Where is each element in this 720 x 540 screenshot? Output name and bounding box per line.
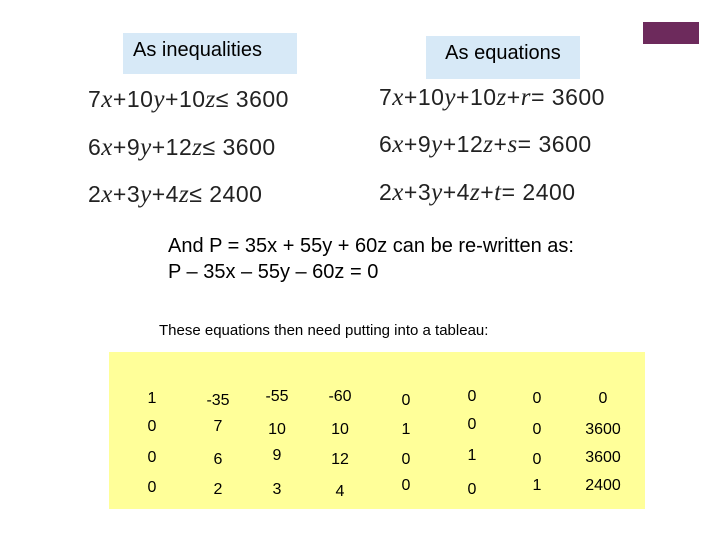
tableau-cell-r3-c2: 6 bbox=[213, 451, 223, 468]
variable: x bbox=[392, 84, 404, 111]
term: +10 bbox=[403, 84, 445, 110]
tableau-cell-r2-c5: 1 bbox=[401, 421, 411, 438]
tableau-cell-r1-c8: 0 bbox=[598, 390, 608, 407]
variable: y bbox=[444, 84, 457, 111]
variable: z bbox=[469, 179, 481, 206]
term: +10 bbox=[112, 86, 154, 112]
term: +4 bbox=[442, 179, 470, 205]
tableau-cell-r2-c8: 3600 bbox=[585, 421, 621, 438]
variable: y bbox=[431, 131, 443, 158]
tableau-cell-r3-c3: 9 bbox=[272, 447, 282, 464]
tableau-cell-r4-c8: 2400 bbox=[585, 477, 621, 494]
term: 7 bbox=[379, 84, 393, 110]
term: +3 bbox=[112, 181, 141, 207]
equation-line-3 bbox=[379, 179, 576, 207]
term: +3 bbox=[403, 179, 432, 205]
tableau-cell-r1-c6: 0 bbox=[467, 388, 477, 405]
tableau-cell-r4-c3: 3 bbox=[272, 481, 282, 498]
tableau-cell-r3-c7: 0 bbox=[532, 451, 542, 468]
variable: z bbox=[178, 181, 190, 208]
tableau-cell-r3-c5: 0 bbox=[401, 451, 411, 468]
term: 2 bbox=[88, 181, 102, 207]
variable: r bbox=[520, 84, 531, 111]
inequalities-label: As inequalities bbox=[123, 33, 297, 74]
inequality-line-2 bbox=[88, 134, 276, 162]
tableau-cell-r4-c5: 0 bbox=[401, 477, 411, 494]
tableau-cell-r1-c5: 0 bbox=[401, 392, 411, 409]
tableau-cell-r2-c2: 7 bbox=[213, 418, 223, 435]
tableau-cell-r2-c6: 0 bbox=[467, 416, 477, 433]
tableau-cell-r4-c4: 4 bbox=[335, 483, 345, 500]
term: +10 bbox=[165, 86, 206, 112]
variable: x bbox=[101, 181, 113, 208]
variable: s bbox=[507, 131, 518, 158]
term: +9 bbox=[403, 131, 432, 157]
equation-line-2 bbox=[379, 131, 592, 159]
variable: t bbox=[494, 179, 502, 206]
term: 6 bbox=[88, 134, 102, 160]
term: +10 bbox=[456, 84, 497, 110]
term: 7 bbox=[88, 86, 102, 112]
tableau-cell-r2-c7: 0 bbox=[532, 421, 542, 438]
tableau-cell-r1-c1: 1 bbox=[147, 390, 157, 407]
term: = 3600 bbox=[530, 84, 605, 110]
term: +12 bbox=[442, 131, 484, 157]
term: 2 bbox=[379, 179, 393, 205]
equation-line-1 bbox=[379, 84, 605, 112]
variable: z bbox=[496, 84, 507, 111]
variable: z bbox=[205, 86, 216, 113]
tableau-cell-r2-c1: 0 bbox=[147, 418, 157, 435]
term: ≤ 2400 bbox=[189, 181, 263, 207]
equations-label: As equations bbox=[426, 36, 580, 79]
variable: x bbox=[101, 86, 113, 113]
tableau-cell-r2-c3: 10 bbox=[268, 421, 286, 438]
variable: x bbox=[392, 131, 404, 158]
term: + bbox=[493, 131, 508, 157]
term: = 2400 bbox=[501, 179, 576, 205]
inequality-line-3 bbox=[88, 181, 262, 209]
tableau-cell-r1-c2: -35 bbox=[206, 392, 230, 409]
tableau-note: These equations then need putting into a tableau: bbox=[159, 322, 489, 339]
variable: x bbox=[392, 179, 404, 206]
term: + bbox=[506, 84, 521, 110]
corner-accent bbox=[643, 22, 699, 44]
tableau-cell-r3-c8: 3600 bbox=[585, 449, 621, 466]
tableau-cell-r4-c7: 1 bbox=[532, 477, 542, 494]
tableau-cell-r1-c3: -55 bbox=[265, 388, 289, 405]
term: = 3600 bbox=[517, 131, 592, 157]
tableau-cell-r1-c7: 0 bbox=[532, 390, 542, 407]
term: + bbox=[480, 179, 495, 205]
tableau-cell-r2-c4: 10 bbox=[331, 421, 349, 438]
variable: y bbox=[140, 134, 152, 161]
inequality-line-1 bbox=[88, 86, 289, 114]
rewrite-line-1: And P = 35x + 55y + 60z can be re-written as: bbox=[168, 235, 574, 257]
term: +4 bbox=[151, 181, 179, 207]
tableau-cell-r3-c1: 0 bbox=[147, 449, 157, 466]
tableau-cell-r4-c1: 0 bbox=[147, 479, 157, 496]
tableau-cell-r3-c6: 1 bbox=[467, 447, 477, 464]
variable: y bbox=[140, 181, 152, 208]
tableau-cell-r1-c4: -60 bbox=[328, 388, 352, 405]
rewrite-line-2: P – 35x – 55y – 60z = 0 bbox=[168, 261, 379, 283]
term: 6 bbox=[379, 131, 393, 157]
tableau-cell-r3-c4: 12 bbox=[331, 451, 349, 468]
term: ≤ 3600 bbox=[215, 86, 289, 112]
tableau-cell-r4-c6: 0 bbox=[467, 481, 477, 498]
term: +12 bbox=[151, 134, 193, 160]
tableau-cell-r4-c2: 2 bbox=[213, 481, 223, 498]
tableau bbox=[109, 352, 645, 509]
variable: x bbox=[101, 134, 113, 161]
variable: y bbox=[431, 179, 443, 206]
term: +9 bbox=[112, 134, 141, 160]
variable: z bbox=[483, 131, 494, 158]
variable: y bbox=[153, 86, 166, 113]
variable: z bbox=[192, 134, 203, 161]
term: ≤ 3600 bbox=[202, 134, 276, 160]
